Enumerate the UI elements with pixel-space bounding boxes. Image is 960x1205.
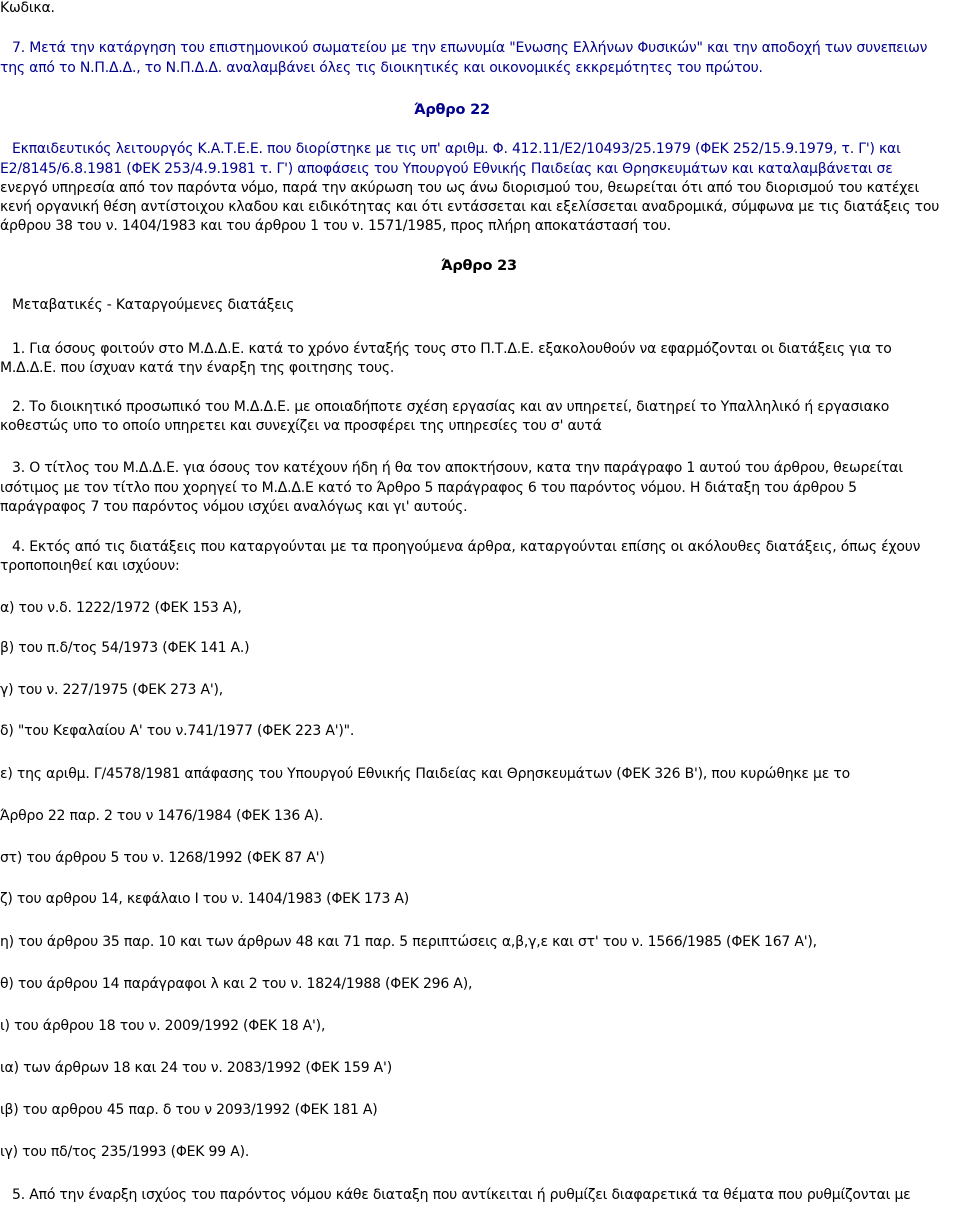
list-item: ιβ) του αρθρου 45 παρ. δ του ν 2093/1992 (ΦΕΚ 181 Α) [0, 1102, 378, 1118]
list-item: ια) των άρθρων 18 και 24 του ν. 2083/1992 (ΦΕΚ 159 Α') [0, 1060, 392, 1076]
list-item: στ) του άρθρου 5 του ν. 1268/1992 (ΦΕΚ 87 Α') [0, 850, 325, 866]
text-line: ισότιμος με τον τίτλο που χορηγεί το Μ.Δ.Δ.Ε κατό το Άρθρο 5 παράγραφος 6 του παρόντος νόμου. Η διάταξη του άρθρου 5 [0, 480, 857, 496]
list-item: ζ) του αρθρου 14, κεφάλαιο Ι του ν. 1404/1983 (ΦΕΚ 173 Α) [0, 891, 410, 907]
text-line: κοθεστώς υπο το οποίο υπηρετει και συνεχίζει να προσφέρει της υπηρεσίες του σ' αυτά [0, 418, 602, 434]
text-line: τροποποιηθεί και ισχύουν: [0, 558, 180, 574]
list-item: ι) του άρθρου 18 του ν. 2009/1992 (ΦΕΚ 18 Α'), [0, 1018, 326, 1034]
list-item: α) του ν.δ. 1222/1972 (ΦΕΚ 153 Α), [0, 600, 242, 616]
list-item: β) του π.δ/τος 54/1973 (ΦΕΚ 141 Α.) [0, 640, 250, 656]
text-line: 4. Εκτός από τις διατάξεις που καταργούνται με τα προηγούμενα άρθρα, καταργούνται επίσης οι ακόλουθες διατάξεις, όπως έχουν [12, 539, 921, 555]
text-line: παράγραφος 7 του παρόντος νόμου ισχύει αναλόγως και γι' αυτούς. [0, 499, 468, 515]
article-heading: Άρθρο 22 [414, 102, 490, 118]
list-item: ιγ) του πδ/τος 235/1993 (ΦΕΚ 99 Α). [0, 1144, 250, 1160]
text-line: 2. Το διοικητικό προσωπικό του Μ.Δ.Δ.Ε. με οποιαδήποτε σχέση εργασίας και αν υπηρετεί, διατηρεί το Υπαλληλικό ή εργασιακο [12, 399, 890, 415]
list-item: θ) του άρθρου 14 παράγραφοι λ και 2 του ν. 1824/1988 (ΦΕΚ 296 Α), [0, 976, 473, 992]
list-item: Άρθρο 22 παρ. 2 του ν 1476/1984 (ΦΕΚ 136 Α). [0, 808, 324, 824]
list-item: ε) της αριθμ. Γ/4578/1981 απάφασης του Υπουργού Εθνικής Παιδείας και Θρησκευμάτων (ΦΕΚ 326 Β'), που κυρώθηκε με το [0, 766, 850, 782]
article-heading: Άρθρο 23 [441, 258, 517, 274]
list-item: η) του άρθρου 35 παρ. 10 και των άρθρων 48 και 71 παρ. 5 περιπτώσεις α,β,γ,ε και στ' του ν. 1566/1985 (ΦΕΚ 167 Α'), [0, 934, 817, 950]
text-line: 7. Μετά την κατάργηση του επιστημονικού σωματείου με την επωνυμία "Ενωσης Ελλήνων Φυσικών" και την αποδοχή των συνεπειων [12, 40, 928, 56]
text-line: Κωδικα. [0, 0, 55, 16]
text-line: ενεργό υπηρεσία από τον παρόντα νόμο, παρά την ακύρωση του ως άνω διορισμού του, θεωρείται ότι από του διορισμού του κατέχει [0, 180, 920, 196]
text-line: άρθρου 38 του ν. 1404/1983 και του άρθρου 1 του ν. 1571/1985, προς πλήρη αποκατάστασή του. [0, 218, 672, 234]
text-line: κενή οργανική θέση αντίστοιχου κλαδου και ειδικότητας και ότι εντάσσεται και εξελίσσεται αναδρομικά, σύμφωνα με τις διατάξεις του [0, 199, 940, 215]
list-item: γ) του ν. 227/1975 (ΦΕΚ 273 Α'), [0, 682, 224, 698]
text-line: Ε2/8145/6.8.1981 (ΦΕΚ 253/4.9.1981 τ. Γ') αποφάσεις του Υπουργού Εθνικής Παιδείας και Θρησκευμάτων και καταλαμβάνεται σε [0, 161, 893, 177]
text-line: της από το Ν.Π.Δ.Δ., το Ν.Π.Δ.Δ. αναλαμβάνει όλες τις διοικητικές και οικονομικές εκκρεμότητες του πρώτου. [0, 60, 763, 76]
list-item: δ) "του Κεφαλαίου Α' του ν.741/1977 (ΦΕΚ 223 Α')". [0, 723, 355, 739]
text-line: 5. Από την έναρξη ισχύος του παρόντος νόμου κάθε διαταξη που αντίκειται ή ρυθμίζει διαφαρετικά τα θέματα που ρυθμίζονται με [12, 1187, 911, 1203]
text-line: 3. Ο τίτλος του Μ.Δ.Δ.Ε. για όσους τον κατέχουν ήδη ή θα τον αποκτήσουν, κατα την παράγραφο 1 αυτού του άρθρου, θεωρείται [12, 460, 903, 476]
section-subtitle: Μεταβατικές - Καταργούμενες διατάξεις [12, 297, 295, 313]
text-line: Εκπαιδευτικός λειτουργός Κ.Α.Τ.Ε.Ε. που διορίστηκε με τις υπ' αριθμ. Φ. 412.11/Ε2/10493/25.1979 (ΦΕΚ 252/15.9.1979, τ. Γ') και [12, 141, 901, 157]
text-line: 1. Για όσους φοιτούν στο Μ.Δ.Δ.Ε. κατά το χρόνο ένταξής τους στο Π.Τ.Δ.Ε. εξακολουθούν να εφαρμόζονται οι διατάξεις για το [12, 341, 892, 357]
text-line: Μ.Δ.Δ.Ε. που ίσχυαν κατά την έναρξη της φοιτησης τους. [0, 360, 395, 376]
